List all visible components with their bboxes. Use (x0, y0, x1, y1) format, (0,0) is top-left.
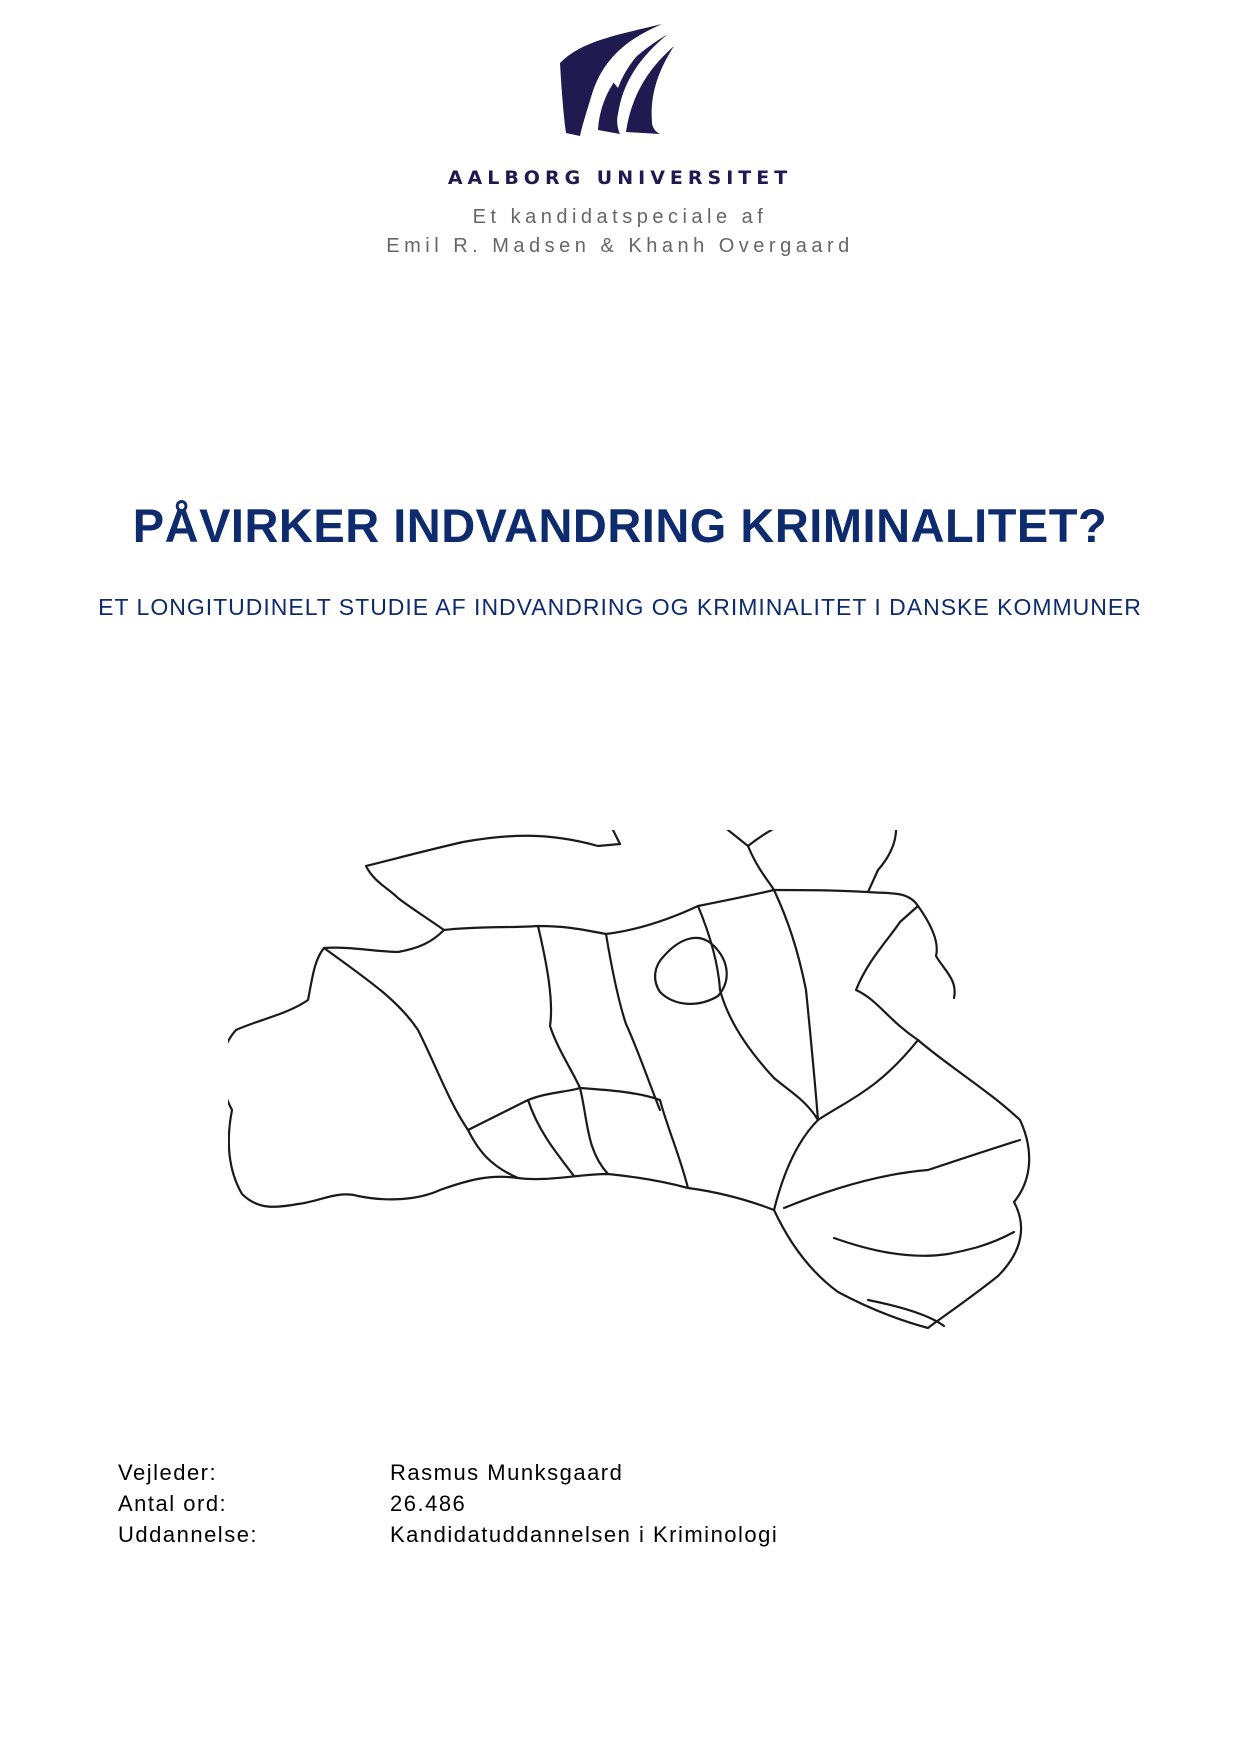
map-lake (655, 938, 727, 1004)
map-boundary (528, 1100, 574, 1176)
municipality-map-illustration (228, 830, 1034, 1430)
detail-row (118, 1460, 778, 1491)
map-boundary (748, 846, 774, 890)
detail-value: 26.486 (390, 1491, 467, 1516)
university-name: AALBORG UNIVERSITET (447, 167, 793, 189)
map-boundary (606, 934, 660, 1110)
map-coast-detail (918, 906, 955, 998)
thesis-details (118, 1460, 778, 1553)
detail-value: Kandidatuddannelsen i Kriminologi (390, 1522, 779, 1547)
page-subtitle: ET LONGITUDINELT STUDIE AF INDVANDRING OG KRIMINALITET I DANSKE KOMMUNER (98, 594, 1142, 620)
detail-label: Vejleder: (118, 1460, 218, 1485)
map-boundary (538, 926, 580, 1088)
map-boundary (698, 906, 818, 1120)
detail-row (118, 1491, 778, 1522)
detail-value: Rasmus Munksgaard (390, 1460, 624, 1485)
map-boundary (784, 1140, 1020, 1208)
map-boundary (444, 890, 774, 934)
map-boundary (580, 1088, 608, 1174)
detail-row (118, 1522, 778, 1553)
page-title: PÅVIRKER INDVANDRING KRIMINALITET? (132, 499, 1108, 552)
map-boundary (660, 1100, 688, 1188)
map-outer-border (228, 830, 1029, 1328)
detail-label: Uddannelse: (118, 1522, 259, 1547)
map-boundary (834, 1232, 1014, 1256)
detail-label: Antal ord: (118, 1491, 228, 1516)
map-boundary (324, 948, 518, 1178)
map-boundary (774, 890, 818, 1210)
thesis-type: Et kandidatspeciale af (472, 206, 768, 228)
authors: Emil R. Madsen & Khanh Overgaard (386, 235, 854, 257)
map-boundary (818, 1040, 918, 1120)
aau-logo-icon (552, 18, 676, 136)
map-boundary (774, 890, 868, 892)
map-boundary (468, 1088, 660, 1130)
